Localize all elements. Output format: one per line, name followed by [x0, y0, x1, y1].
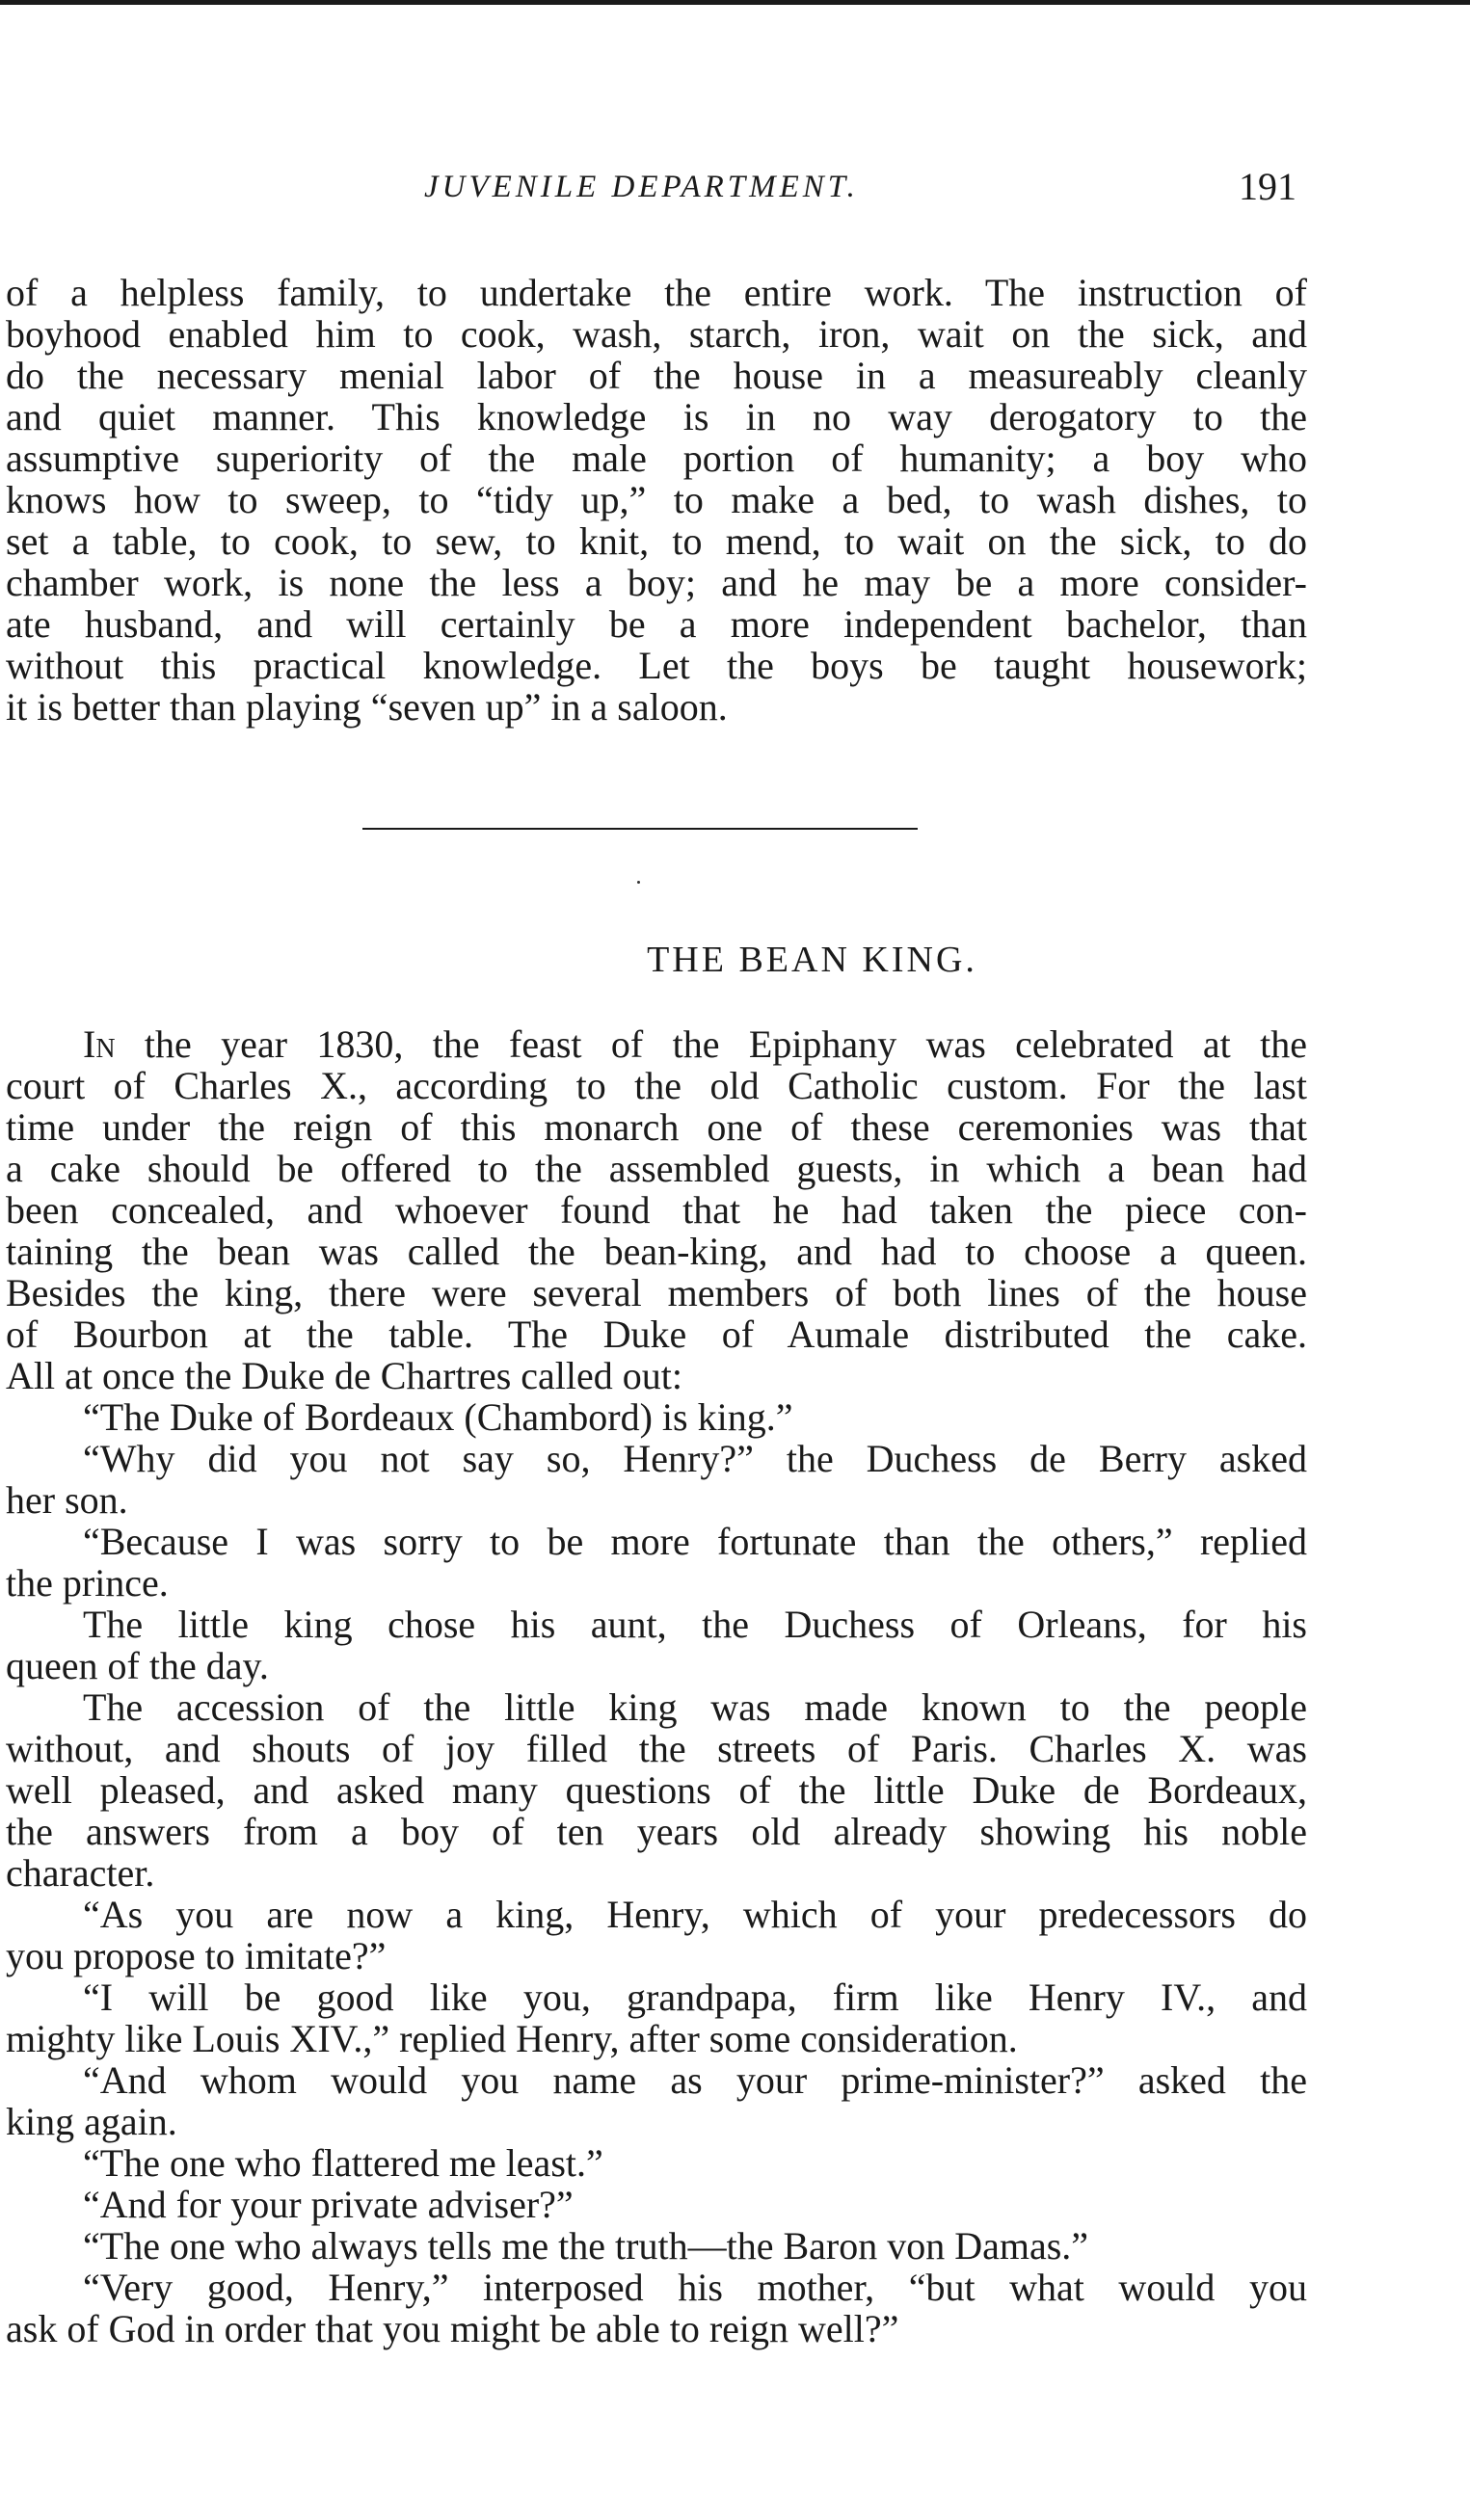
text-line: of a helpless family, to undertake the entire work. The instruction of	[6, 271, 1307, 314]
text-line: without, and shouts of joy filled the streets of Paris. Charles X. was	[6, 1727, 1307, 1770]
text-line: you propose to imitate?”	[6, 1934, 387, 1977]
text-line: “And whom would you name as your prime-minister?” asked the	[83, 2058, 1307, 2102]
text-line: “And for your private adviser?”	[83, 2183, 574, 2226]
text-line: without this practical knowledge. Let the boys be taught housework;	[6, 644, 1307, 687]
text-line: The little king chose his aunt, the Duchess of Orleans, for his	[83, 1603, 1307, 1646]
text-line: the answers from a boy of ten years old already showing his noble	[6, 1810, 1307, 1853]
text-line: chamber work, is none the less a boy; and he may be a more consider-	[6, 561, 1307, 604]
text-line: All at once the Duke de Chartres called out:	[6, 1354, 682, 1397]
text-line: “The one who always tells me the truth—the Baron von Damas.”	[83, 2224, 1089, 2268]
text-line: the prince.	[6, 1561, 169, 1605]
text-line: “Because I was sorry to be more fortunate than the others,” replied	[83, 1520, 1307, 1563]
page-top-rule	[0, 0, 1470, 5]
section-title: THE BEAN KING.	[647, 940, 977, 980]
text-line: “I will be good like you, grandpapa, firm like Henry IV., and	[83, 1976, 1307, 2019]
text-line: “The Duke of Bordeaux (Chambord) is king.”	[83, 1395, 793, 1439]
text-line: court of Charles X., according to the old Catholic custom. For the last	[6, 1064, 1307, 1107]
text-line: a cake should be offered to the assembled guests, in which a bean had	[6, 1147, 1307, 1190]
text-line: her son.	[6, 1478, 128, 1522]
text-line: queen of the day.	[6, 1644, 269, 1687]
text-line: do the necessary menial labor of the house in a measureably cleanly	[6, 354, 1307, 397]
text-line	[6, 1023, 1307, 1065]
running-head: JUVENILE DEPARTMENT.	[424, 170, 859, 204]
text-line: king again.	[6, 2100, 177, 2143]
text-line: The accession of the little king was made known to the people	[83, 1685, 1307, 1729]
text-line: ask of God in order that you might be able to reign well?”	[6, 2307, 899, 2350]
text-line: it is better than playing “seven up” in a saloon.	[6, 685, 728, 729]
text-line: “Very good, Henry,” interposed his mother, “but what would you	[83, 2266, 1307, 2309]
story-text	[6, 1023, 1307, 2349]
print-speck	[637, 881, 640, 884]
page-header	[0, 165, 1470, 218]
text-line: well pleased, and asked many questions of the little Duke de Bordeaux,	[6, 1768, 1307, 1812]
text-line-rest: the year 1830, the feast of the Epiphany was celebrated at the	[115, 1022, 1307, 1066]
text-line: “As you are now a king, Henry, which of your predecessors do	[83, 1893, 1307, 1936]
page-number: 191	[1239, 165, 1296, 208]
text-line: time under the reign of this monarch one of these ceremonies was that	[6, 1105, 1307, 1149]
text-line: assumptive superiority of the male portion of humanity; a boy who	[6, 437, 1307, 480]
text-line: ate husband, and will certainly be a more independent bachelor, than	[6, 602, 1307, 646]
section-divider	[362, 828, 918, 830]
dropcap-word: In	[83, 1022, 116, 1066]
text-line: of Bourbon at the table. The Duke of Aumale distributed the cake.	[6, 1313, 1307, 1356]
text-line: mighty like Louis XIV.,” replied Henry, after some consideration.	[6, 2017, 1018, 2060]
text-line: “Why did you not say so, Henry?” the Duchess de Berry asked	[83, 1437, 1307, 1480]
text-line: knows how to sweep, to “tidy up,” to make a bed, to wash dishes, to	[6, 478, 1307, 521]
text-line: character.	[6, 1851, 155, 1895]
text-line: Besides the king, there were several members of both lines of the house	[6, 1271, 1307, 1314]
intro-paragraph	[6, 272, 1307, 728]
text-line: boyhood enabled him to cook, wash, starch, iron, wait on the sick, and	[6, 312, 1307, 356]
text-line: been concealed, and whoever found that he had taken the piece con-	[6, 1188, 1307, 1232]
text-line: taining the bean was called the bean-king, and had to choose a queen.	[6, 1230, 1307, 1273]
text-line: “The one who flattered me least.”	[83, 2141, 603, 2185]
text-line: set a table, to cook, to sew, to knit, to mend, to wait on the sick, to do	[6, 519, 1307, 563]
text-line: and quiet manner. This knowledge is in no way derogatory to the	[6, 395, 1307, 438]
